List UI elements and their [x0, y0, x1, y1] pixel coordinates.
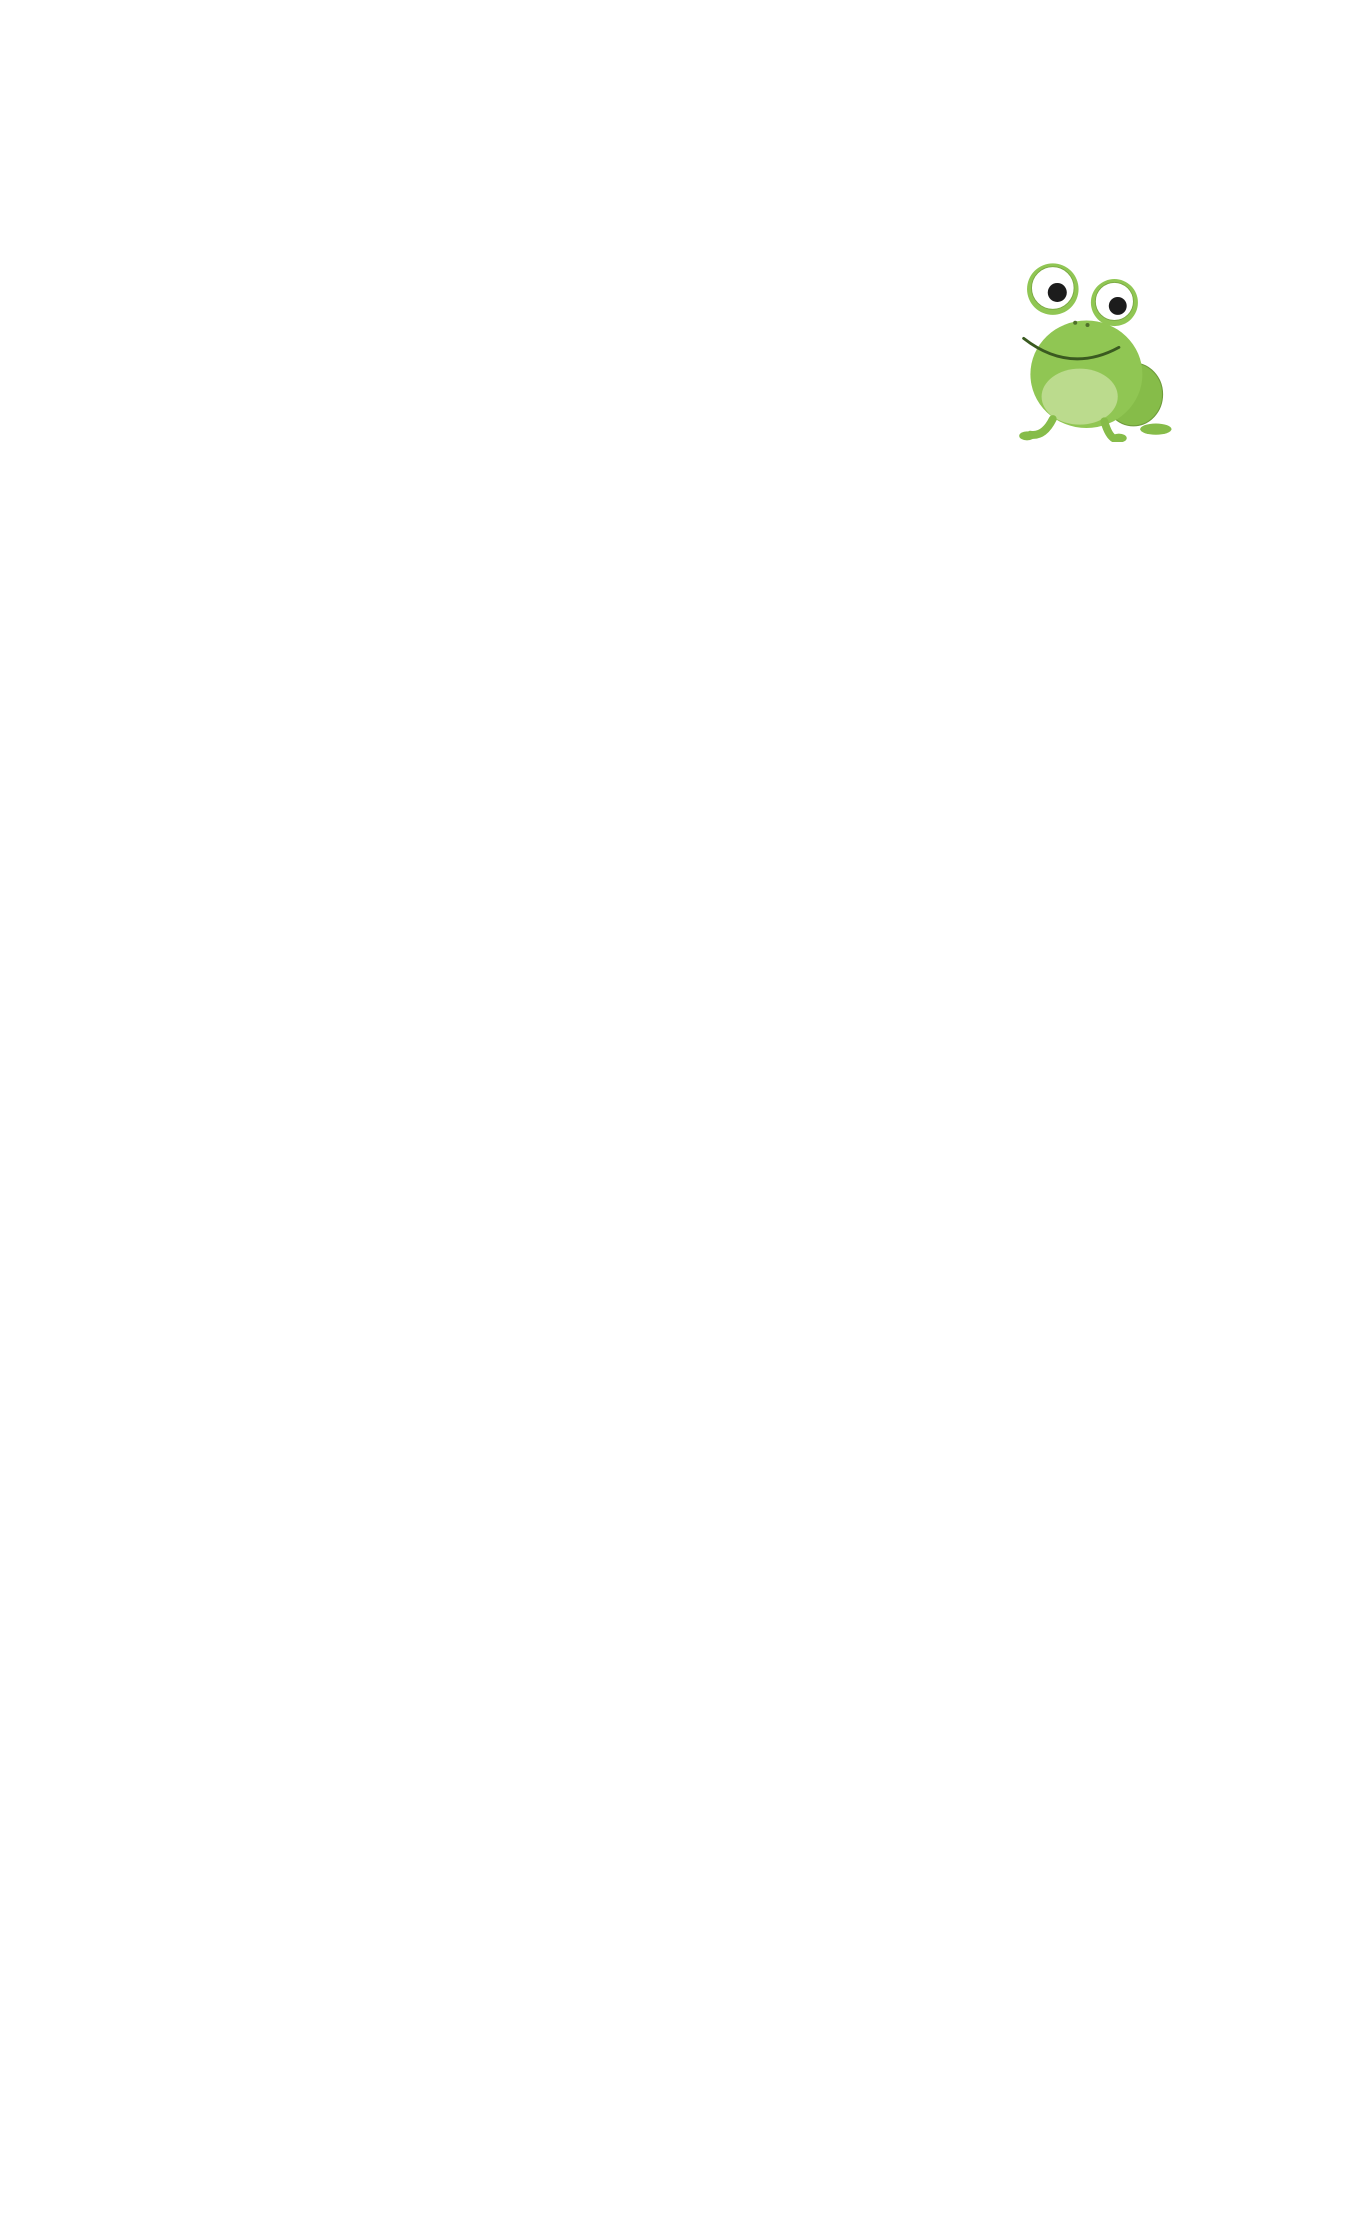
frog-nostril [1073, 321, 1077, 325]
frog-pupil [1048, 283, 1067, 302]
frog-foot [1140, 424, 1171, 435]
frog-illustration [1008, 246, 1176, 442]
left-orange-border [0, 0, 16, 2222]
top-right-orange-triangle [1133, 0, 1361, 203]
frog-front-leg [1030, 419, 1052, 435]
bottom-orange-bar [0, 2178, 1361, 2222]
frog-toes [1019, 431, 1035, 440]
frog-nostril [1086, 323, 1090, 327]
frog-pupil [1109, 297, 1127, 315]
